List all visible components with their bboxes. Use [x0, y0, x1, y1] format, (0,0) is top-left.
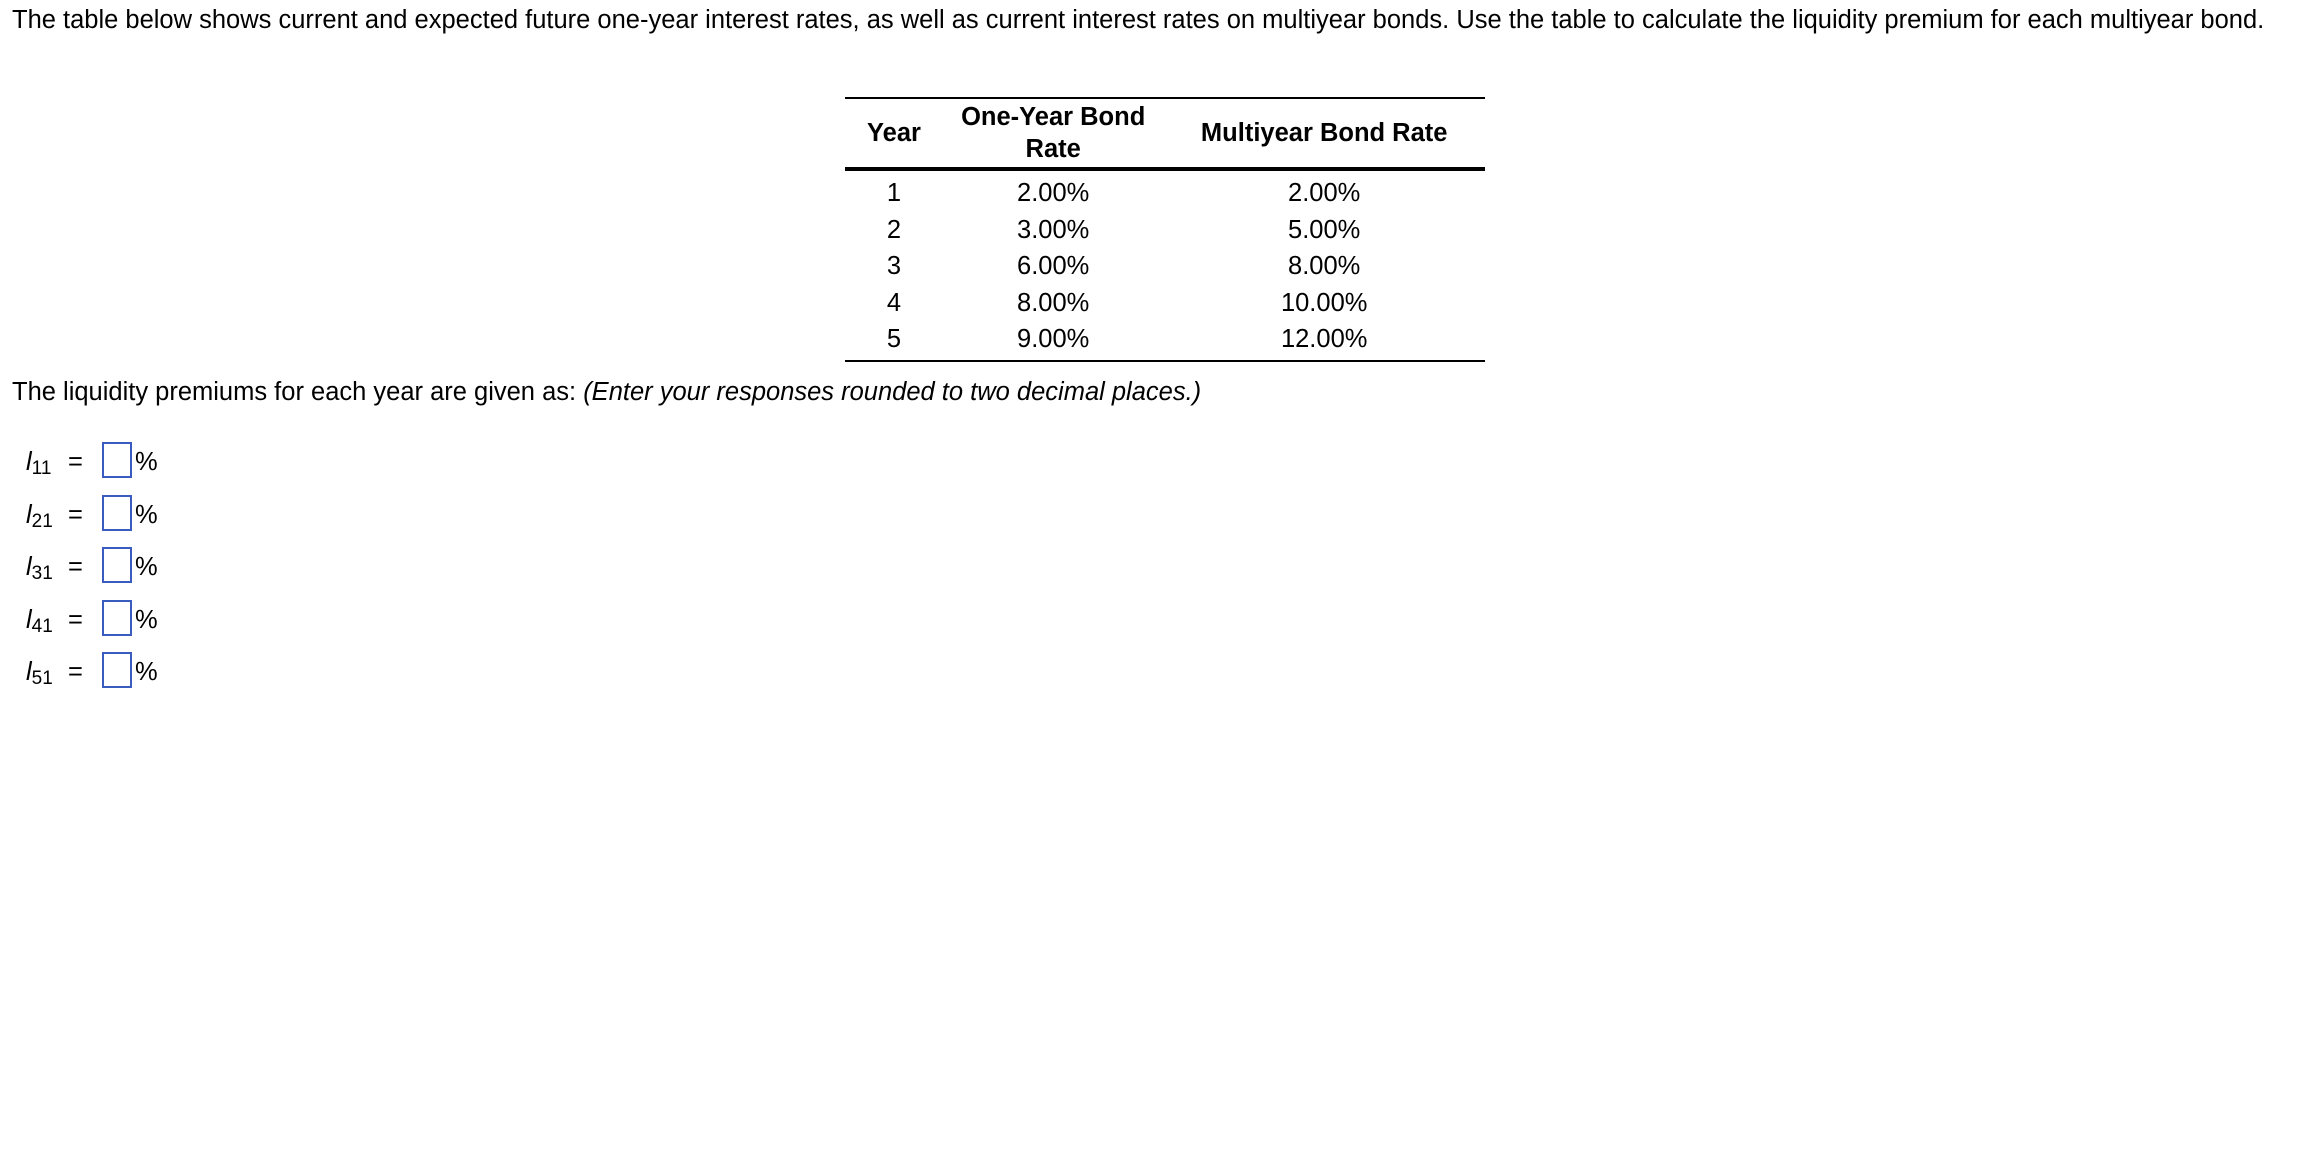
- header-one-year-line1: One-Year Bond: [961, 103, 1146, 131]
- variable-letter: l: [26, 605, 32, 634]
- percent-unit: %: [135, 500, 158, 529]
- cell-one-year-rate: 6.00%: [1017, 252, 1090, 280]
- table-row: [845, 321, 1485, 361]
- variable-letter: l: [26, 658, 32, 686]
- variable-subscript: 11: [31, 458, 52, 479]
- cell-multiyear-rate: 2.00%: [1288, 179, 1361, 207]
- variable-label: [26, 604, 53, 639]
- variable-letter: l: [26, 500, 32, 529]
- answer-input-l11[interactable]: [102, 442, 132, 478]
- variable-letter: l: [26, 448, 32, 476]
- prompt-text: The liquidity premiums for each year are given as:: [12, 378, 584, 406]
- cell-year: 4: [886, 288, 902, 317]
- percent-unit: %: [135, 605, 158, 634]
- cell-multiyear-rate: 8.00%: [1288, 252, 1361, 280]
- cell-year: 3: [886, 252, 902, 280]
- variable-label: [26, 551, 53, 586]
- cell-one-year-rate: 2.00%: [1017, 179, 1090, 207]
- cell-multiyear-rate: 12.00%: [1280, 325, 1368, 353]
- header-one-year-line2: Rate: [1025, 135, 1081, 163]
- variable-label: [26, 499, 53, 534]
- header-year: Year: [867, 119, 921, 147]
- table-header-row: [845, 98, 1485, 169]
- header-one-year-bond-rate: [943, 98, 1163, 169]
- variable-label: [26, 656, 53, 691]
- variable-subscript: 51: [31, 668, 53, 689]
- equals-sign: =: [68, 448, 83, 476]
- cell-year: 1: [886, 179, 902, 207]
- variable-letter: l: [26, 553, 32, 581]
- table-row: [845, 169, 1485, 212]
- answer-input-l51[interactable]: [102, 652, 132, 688]
- cell-one-year-rate: 8.00%: [1017, 288, 1090, 317]
- table-row: [845, 212, 1485, 249]
- interest-rate-table: [845, 97, 1485, 362]
- cell-year: 2: [886, 215, 902, 244]
- percent-unit: %: [135, 448, 158, 476]
- equals-sign: =: [68, 605, 83, 634]
- percent-unit: %: [135, 658, 158, 686]
- equals-sign: =: [68, 658, 83, 686]
- cell-multiyear-rate: 10.00%: [1280, 288, 1368, 317]
- percent-unit: %: [135, 553, 158, 581]
- answer-input-l21[interactable]: [102, 495, 132, 531]
- cell-one-year-rate: 9.00%: [1017, 325, 1090, 353]
- answer-input-l41[interactable]: [102, 600, 132, 636]
- variable-subscript: 41: [31, 615, 53, 637]
- question-intro: The table below shows current and expected future one-year interest rates, as well as current interest rates on multiyear bonds. Use the table to calculate the liquidity premium for each multiyear bond.: [12, 6, 2265, 34]
- prompt-hint: (Enter your responses rounded to two decimal places.): [583, 378, 1202, 406]
- header-multiyear-bond-rate: Multiyear Bond Rate: [1200, 119, 1448, 147]
- table-row: [845, 248, 1485, 285]
- variable-subscript: 21: [31, 510, 53, 532]
- variable-subscript: 31: [31, 563, 53, 584]
- cell-one-year-rate: 3.00%: [1017, 215, 1090, 244]
- variable-label: [26, 446, 51, 481]
- table-row: [845, 285, 1485, 322]
- cell-year: 5: [886, 325, 902, 353]
- equals-sign: =: [68, 553, 83, 581]
- cell-multiyear-rate: 5.00%: [1288, 215, 1361, 244]
- answer-input-l31[interactable]: [102, 547, 132, 583]
- answer-prompt: [12, 376, 1201, 408]
- equals-sign: =: [68, 500, 83, 529]
